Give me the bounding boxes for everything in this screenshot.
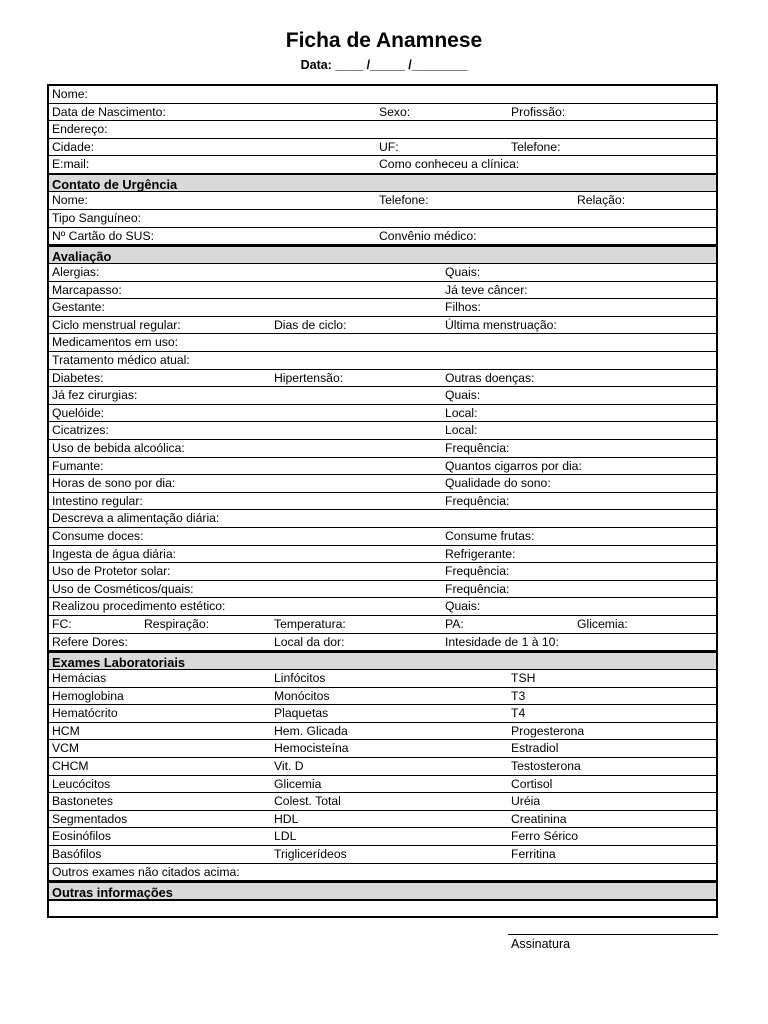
- urgencia-telefone-label: Telefone:: [379, 193, 429, 207]
- data-nascimento-label: Data de Nascimento:: [52, 104, 166, 119]
- exam-row: [49, 705, 716, 723]
- exam-col3: T3: [511, 688, 526, 703]
- respiracao-label: Respiração:: [144, 617, 210, 631]
- cosmeticos-frequencia-label: Frequência:: [445, 581, 510, 596]
- hipertensao-label: Hipertensão:: [274, 370, 344, 385]
- exam-col3: Progesterona: [511, 723, 585, 738]
- row-protetor: [49, 563, 716, 581]
- outras-informacoes-blank: [49, 899, 716, 916]
- row-ciclo: [49, 317, 716, 335]
- exam-row: [49, 811, 716, 829]
- agua-label: Ingesta de água diária:: [52, 546, 176, 561]
- qualidade-sono-label: Qualidade do sono:: [445, 476, 551, 491]
- exam-col2: Glicemia: [274, 776, 322, 791]
- exam-col2: HDL: [274, 811, 299, 826]
- exam-col2: Triglicerídeos: [274, 847, 347, 861]
- exam-col1: Hematócrito: [52, 706, 118, 721]
- horas-sono-label: Horas de sono por dia:: [52, 476, 176, 491]
- exam-col3: Creatinina: [511, 811, 567, 826]
- row-outros-exames: [49, 864, 716, 882]
- section-exames: [49, 651, 716, 670]
- exam-col2: Plaquetas: [274, 706, 329, 721]
- cicatrizes-local-label: Local:: [445, 423, 478, 438]
- exam-col1: CHCM: [52, 759, 89, 773]
- procedimento-label: Realizou procedimento estético:: [52, 599, 226, 614]
- row-cicatrizes: [49, 422, 716, 440]
- row-doces: [49, 528, 716, 546]
- cancer-label: Já teve câncer:: [445, 282, 528, 297]
- row-queloide: [49, 405, 716, 423]
- bebida-label: Uso de bebida alcoólica:: [52, 441, 185, 455]
- row-nascimento: [49, 104, 716, 122]
- exam-col1: VCM: [52, 741, 80, 756]
- exam-row: [49, 740, 716, 758]
- row-gestante: [49, 299, 716, 317]
- frutas-label: Consume frutas:: [445, 529, 535, 543]
- dores-label: Refere Dores:: [52, 634, 128, 649]
- exam-col2: Linfócitos: [274, 671, 326, 685]
- row-intestino: [49, 493, 716, 511]
- row-bebida: [49, 440, 716, 458]
- exam-col2: Vit. D: [274, 759, 304, 773]
- row-sus: [49, 228, 716, 246]
- row-alergias: [49, 264, 716, 282]
- signature-line: [508, 934, 718, 935]
- outras-doencas-label: Outras doenças:: [445, 370, 535, 385]
- exam-col2: LDL: [274, 829, 297, 844]
- local-dor-label: Local da dor:: [274, 634, 345, 649]
- exam-col1: Hemoglobina: [52, 688, 124, 703]
- row-cidade: [49, 139, 716, 157]
- exam-col3: Cortisol: [511, 776, 553, 791]
- glicemia-vital-label: Glicemia:: [577, 617, 628, 631]
- row-cosmeticos: [49, 581, 716, 599]
- intensidade-label: Intesidade de 1 à 10:: [445, 634, 559, 649]
- convenio-label: Convênio médico:: [379, 228, 477, 243]
- urgencia-relacao-label: Relação:: [577, 193, 626, 207]
- exam-col3: Ferritina: [511, 847, 556, 861]
- row-endereco: [49, 121, 716, 139]
- telefone-label: Telefone:: [511, 139, 561, 154]
- exam-col1: Basófilos: [52, 847, 102, 861]
- intestino-label: Intestino regular:: [52, 493, 143, 508]
- row-fumante: [49, 458, 716, 476]
- protetor-label: Uso de Protetor solar:: [52, 564, 171, 579]
- fumante-label: Fumante:: [52, 458, 104, 473]
- queloide-label: Quelóide:: [52, 405, 105, 420]
- tratamento-label: Tratamento médico atual:: [52, 353, 190, 367]
- marcapasso-label: Marcapasso:: [52, 282, 122, 297]
- exam-col3: T4: [511, 706, 526, 721]
- medicamentos-label: Medicamentos em uso:: [52, 335, 178, 350]
- exam-col2: Hemocisteína: [274, 741, 349, 756]
- dias-ciclo-label: Dias de ciclo:: [274, 317, 347, 332]
- exam-col1: Segmentados: [52, 811, 128, 826]
- row-nome: [49, 86, 716, 104]
- profissao-label: Profissão:: [511, 104, 566, 119]
- exam-col1: Bastonetes: [52, 794, 113, 809]
- exam-col1: Hemácias: [52, 671, 107, 685]
- section-contato-urgencia: [49, 173, 716, 192]
- alergias-quais-label: Quais:: [445, 265, 481, 279]
- ultima-menstruacao-label: Última menstruação:: [445, 317, 557, 332]
- row-sinais-vitais: [49, 616, 716, 634]
- row-tratamento: [49, 352, 716, 370]
- avaliacao-heading: Avaliação: [52, 249, 112, 264]
- exam-col1: Leucócitos: [52, 776, 111, 791]
- fc-label: FC:: [52, 617, 72, 631]
- exam-col3: Ferro Sérico: [511, 829, 579, 844]
- pa-label: PA:: [445, 617, 464, 631]
- row-procedimento: [49, 598, 716, 616]
- email-label: E:mail:: [52, 157, 90, 172]
- exam-row: [49, 793, 716, 811]
- outras-informacoes-heading: Outras informações: [52, 885, 173, 900]
- cicatrizes-label: Cicatrizes:: [52, 423, 109, 438]
- exam-col2: Hem. Glicada: [274, 723, 348, 738]
- bebida-frequencia-label: Frequência:: [445, 441, 510, 455]
- cosmeticos-label: Uso de Cosméticos/quais:: [52, 581, 194, 596]
- urgencia-nome-label: Nome:: [52, 193, 88, 207]
- alergias-label: Alergias:: [52, 265, 100, 279]
- exam-col2: Colest. Total: [274, 794, 341, 809]
- row-sono: [49, 475, 716, 493]
- nome-label: Nome:: [52, 87, 88, 101]
- temperatura-label: Temperatura:: [274, 617, 346, 631]
- exam-col1: Eosinófilos: [52, 829, 111, 844]
- exam-row: [49, 688, 716, 706]
- refrigerante-label: Refrigerante:: [445, 546, 516, 561]
- exam-row: [49, 723, 716, 741]
- section-avaliacao: [49, 245, 716, 264]
- tipo-sanguineo-label: Tipo Sanguíneo:: [52, 211, 141, 225]
- exam-col3: Testosterona: [511, 759, 581, 773]
- row-cirurgias: [49, 387, 716, 405]
- gestante-label: Gestante:: [52, 300, 105, 315]
- sexo-label: Sexo:: [379, 104, 411, 119]
- uf-label: UF:: [379, 139, 399, 154]
- ciclo-label: Ciclo menstrual regular:: [52, 317, 181, 332]
- protetor-frequencia-label: Frequência:: [445, 564, 510, 579]
- row-marcapasso: [49, 282, 716, 300]
- cirurgias-label: Já fez cirurgias:: [52, 388, 138, 403]
- filhos-label: Filhos:: [445, 300, 481, 315]
- form-title: Ficha de Anamnese: [285, 29, 483, 52]
- exam-row: [49, 670, 716, 688]
- endereco-label: Endereço:: [52, 122, 108, 137]
- exam-col3: TSH: [511, 671, 536, 685]
- procedimento-quais-label: Quais:: [445, 599, 481, 614]
- doces-label: Consume doces:: [52, 529, 144, 543]
- cidade-label: Cidade:: [52, 139, 95, 154]
- exam-row: [49, 758, 716, 776]
- cirurgias-quais-label: Quais:: [445, 388, 481, 403]
- exam-col3: Uréia: [511, 794, 541, 809]
- outros-exames-label: Outros exames não citados acima:: [52, 864, 240, 879]
- exam-row: [49, 776, 716, 794]
- row-email: [49, 156, 716, 174]
- cartao-sus-label: Nº Cartão do SUS:: [52, 228, 154, 243]
- signature-label: Assinatura: [511, 937, 571, 951]
- row-urgencia-nome: [49, 192, 716, 210]
- exam-col2: Monócitos: [274, 688, 330, 703]
- exames-heading: Exames Laboratoriais: [52, 655, 186, 670]
- queloide-local-label: Local:: [445, 405, 478, 420]
- anamnesis-form: [47, 84, 718, 918]
- intestino-frequencia-label: Frequência:: [445, 493, 510, 508]
- exam-col1: HCM: [52, 723, 80, 738]
- exam-row: [49, 828, 716, 846]
- row-agua: [49, 546, 716, 564]
- row-dores: [49, 634, 716, 652]
- row-diabetes: [49, 370, 716, 388]
- diabetes-label: Diabetes:: [52, 370, 104, 385]
- exam-col3: Estradiol: [511, 741, 559, 756]
- section-outras-informacoes: [49, 881, 716, 900]
- date-field: Data: ____ /_____ /________: [300, 58, 468, 72]
- alimentacao-label: Descreva a alimentação diária:: [52, 511, 220, 526]
- row-tipo-sanguineo: [49, 210, 716, 228]
- row-medicamentos: [49, 334, 716, 352]
- row-alimentacao: [49, 510, 716, 528]
- exam-row: [49, 846, 716, 864]
- cigarros-label: Quantos cigarros por dia:: [445, 458, 582, 473]
- como-conheceu-label: Como conheceu a clínica:: [379, 157, 520, 172]
- contato-urgencia-heading: Contato de Urgência: [52, 177, 178, 192]
